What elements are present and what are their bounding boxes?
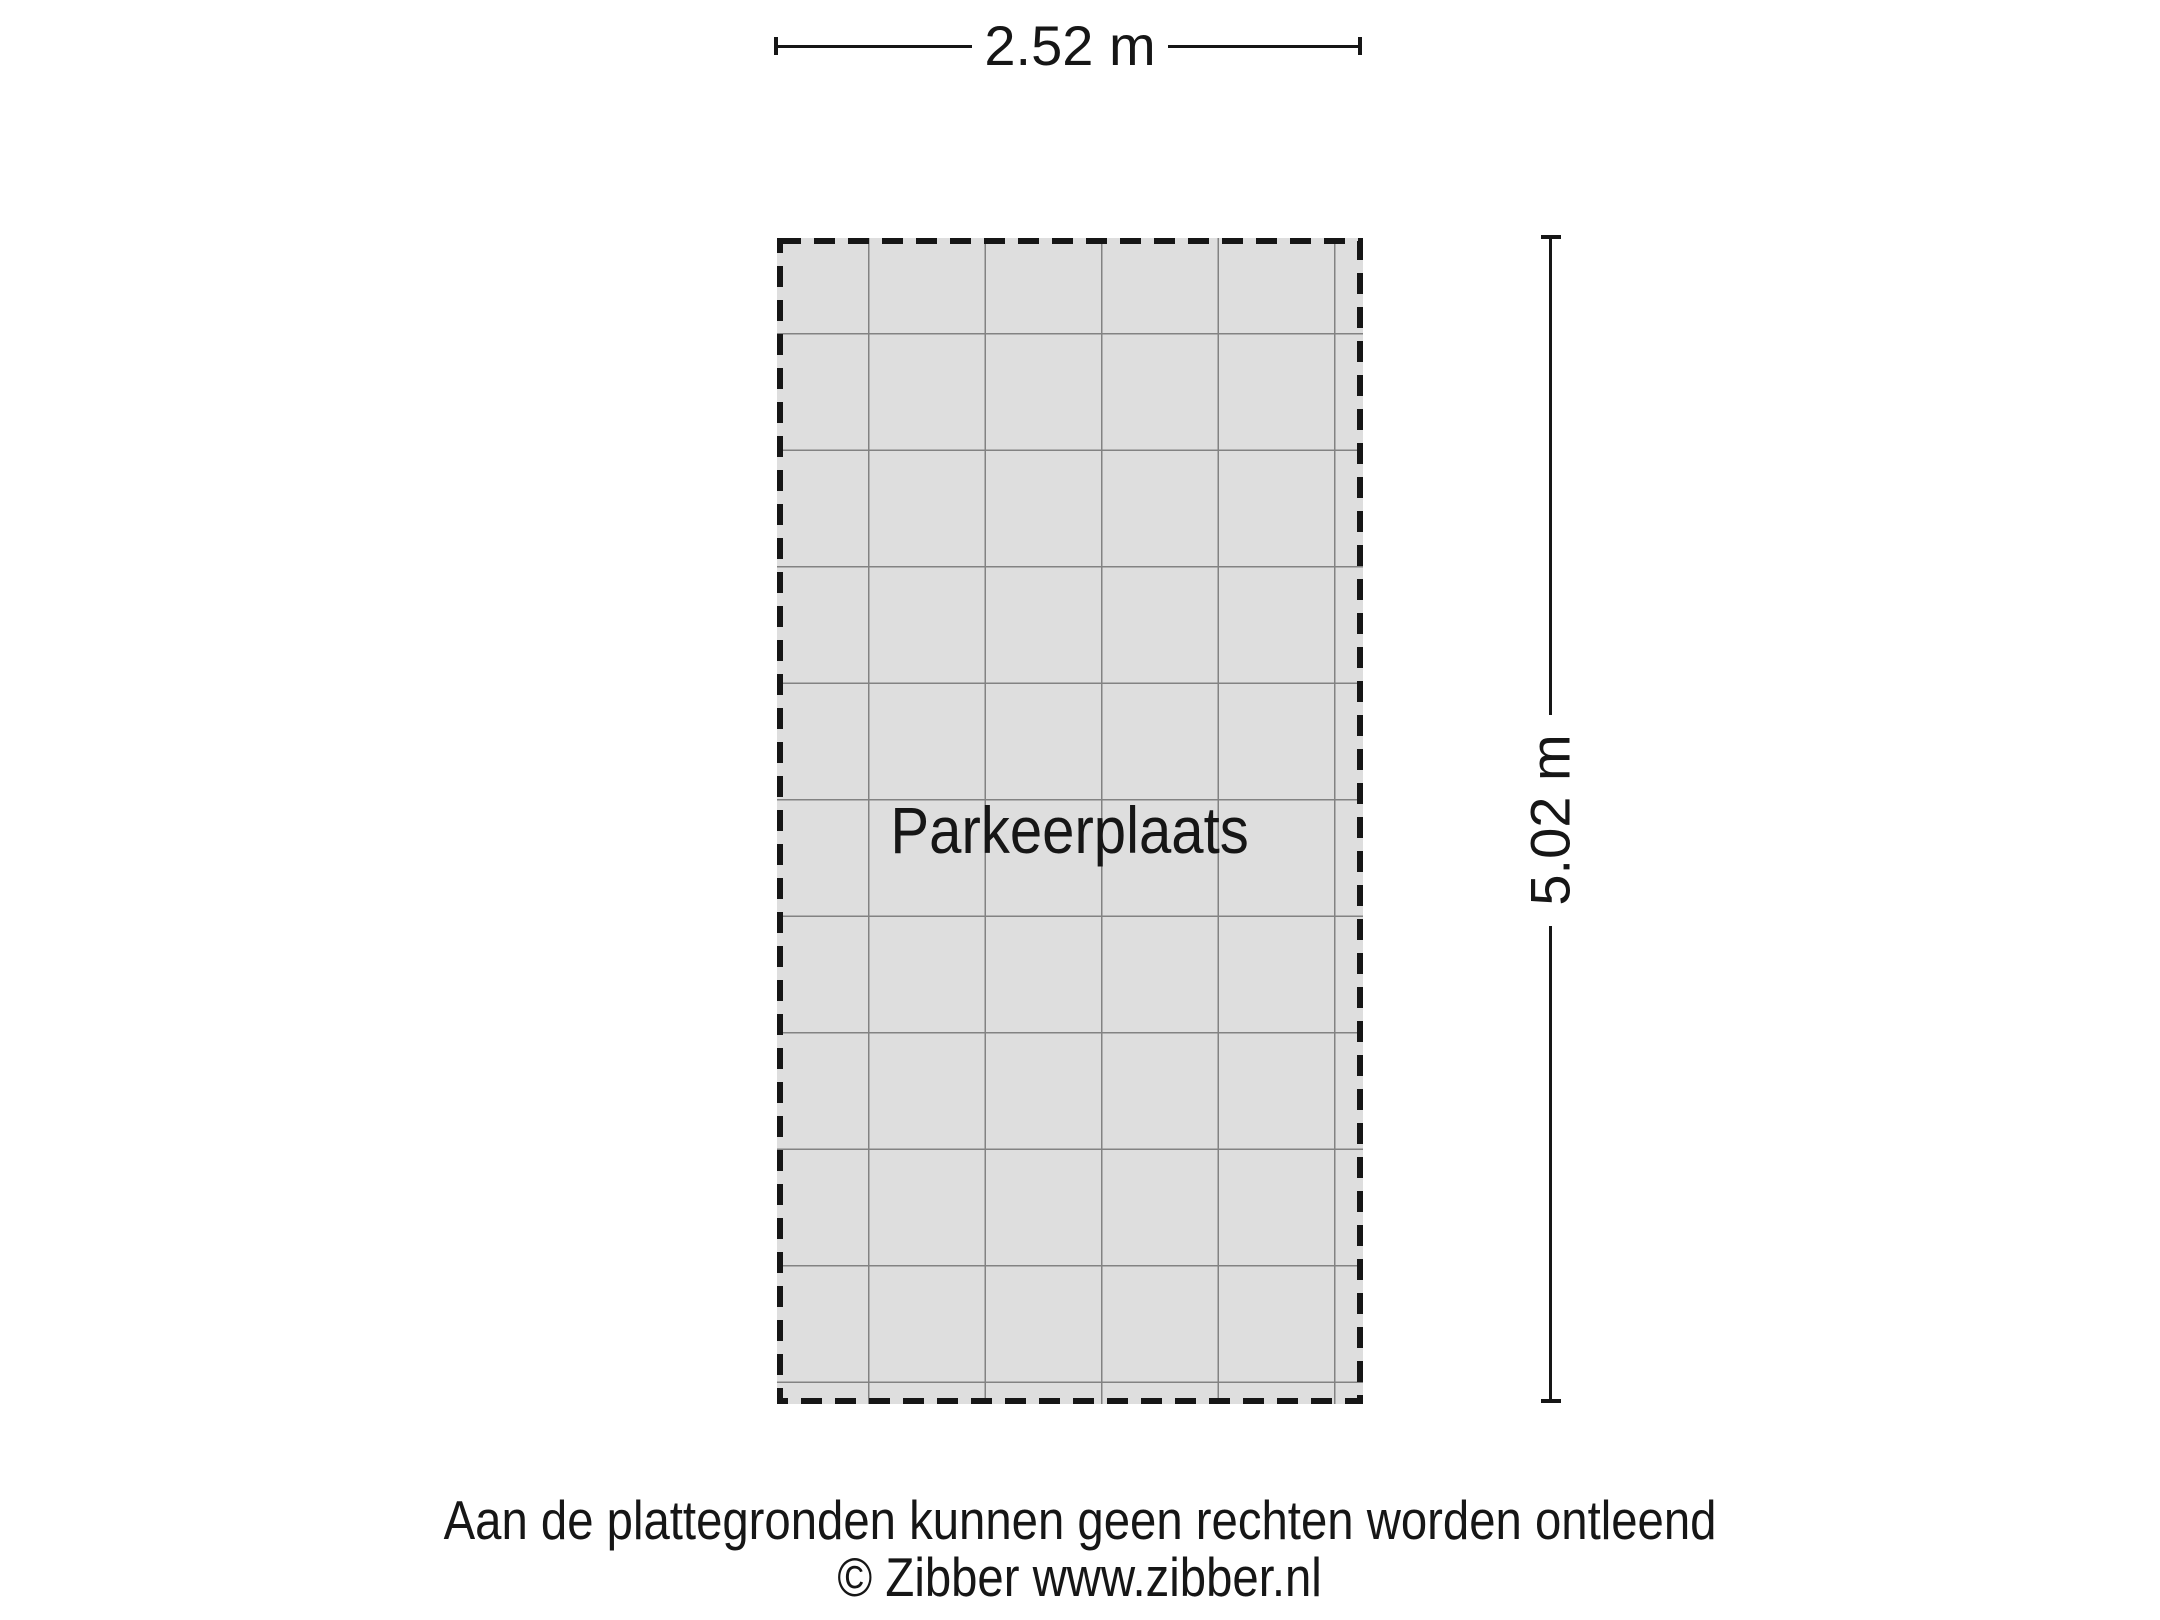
height-dimension-label: 5.02 m xyxy=(1518,734,1582,906)
room-label-text: Parkeerplaats xyxy=(890,793,1250,867)
width-dimension-label: 2.52 m xyxy=(984,14,1156,77)
height-dimension-bottom-tick xyxy=(1541,1399,1561,1403)
height-dimension-line-upper xyxy=(1549,237,1552,715)
width-dimension-line-right xyxy=(1168,45,1360,48)
disclaimer-text: Aan de plattegronden kunnen geen rechten worden ontleend xyxy=(443,1489,1717,1551)
footer xyxy=(0,1489,2160,1608)
copyright-text: © Zibber www.zibber.nl xyxy=(837,1546,1323,1608)
height-dimension-line-lower xyxy=(1549,926,1552,1403)
room-label xyxy=(777,793,1363,867)
width-dimension-right-tick xyxy=(1358,37,1362,55)
